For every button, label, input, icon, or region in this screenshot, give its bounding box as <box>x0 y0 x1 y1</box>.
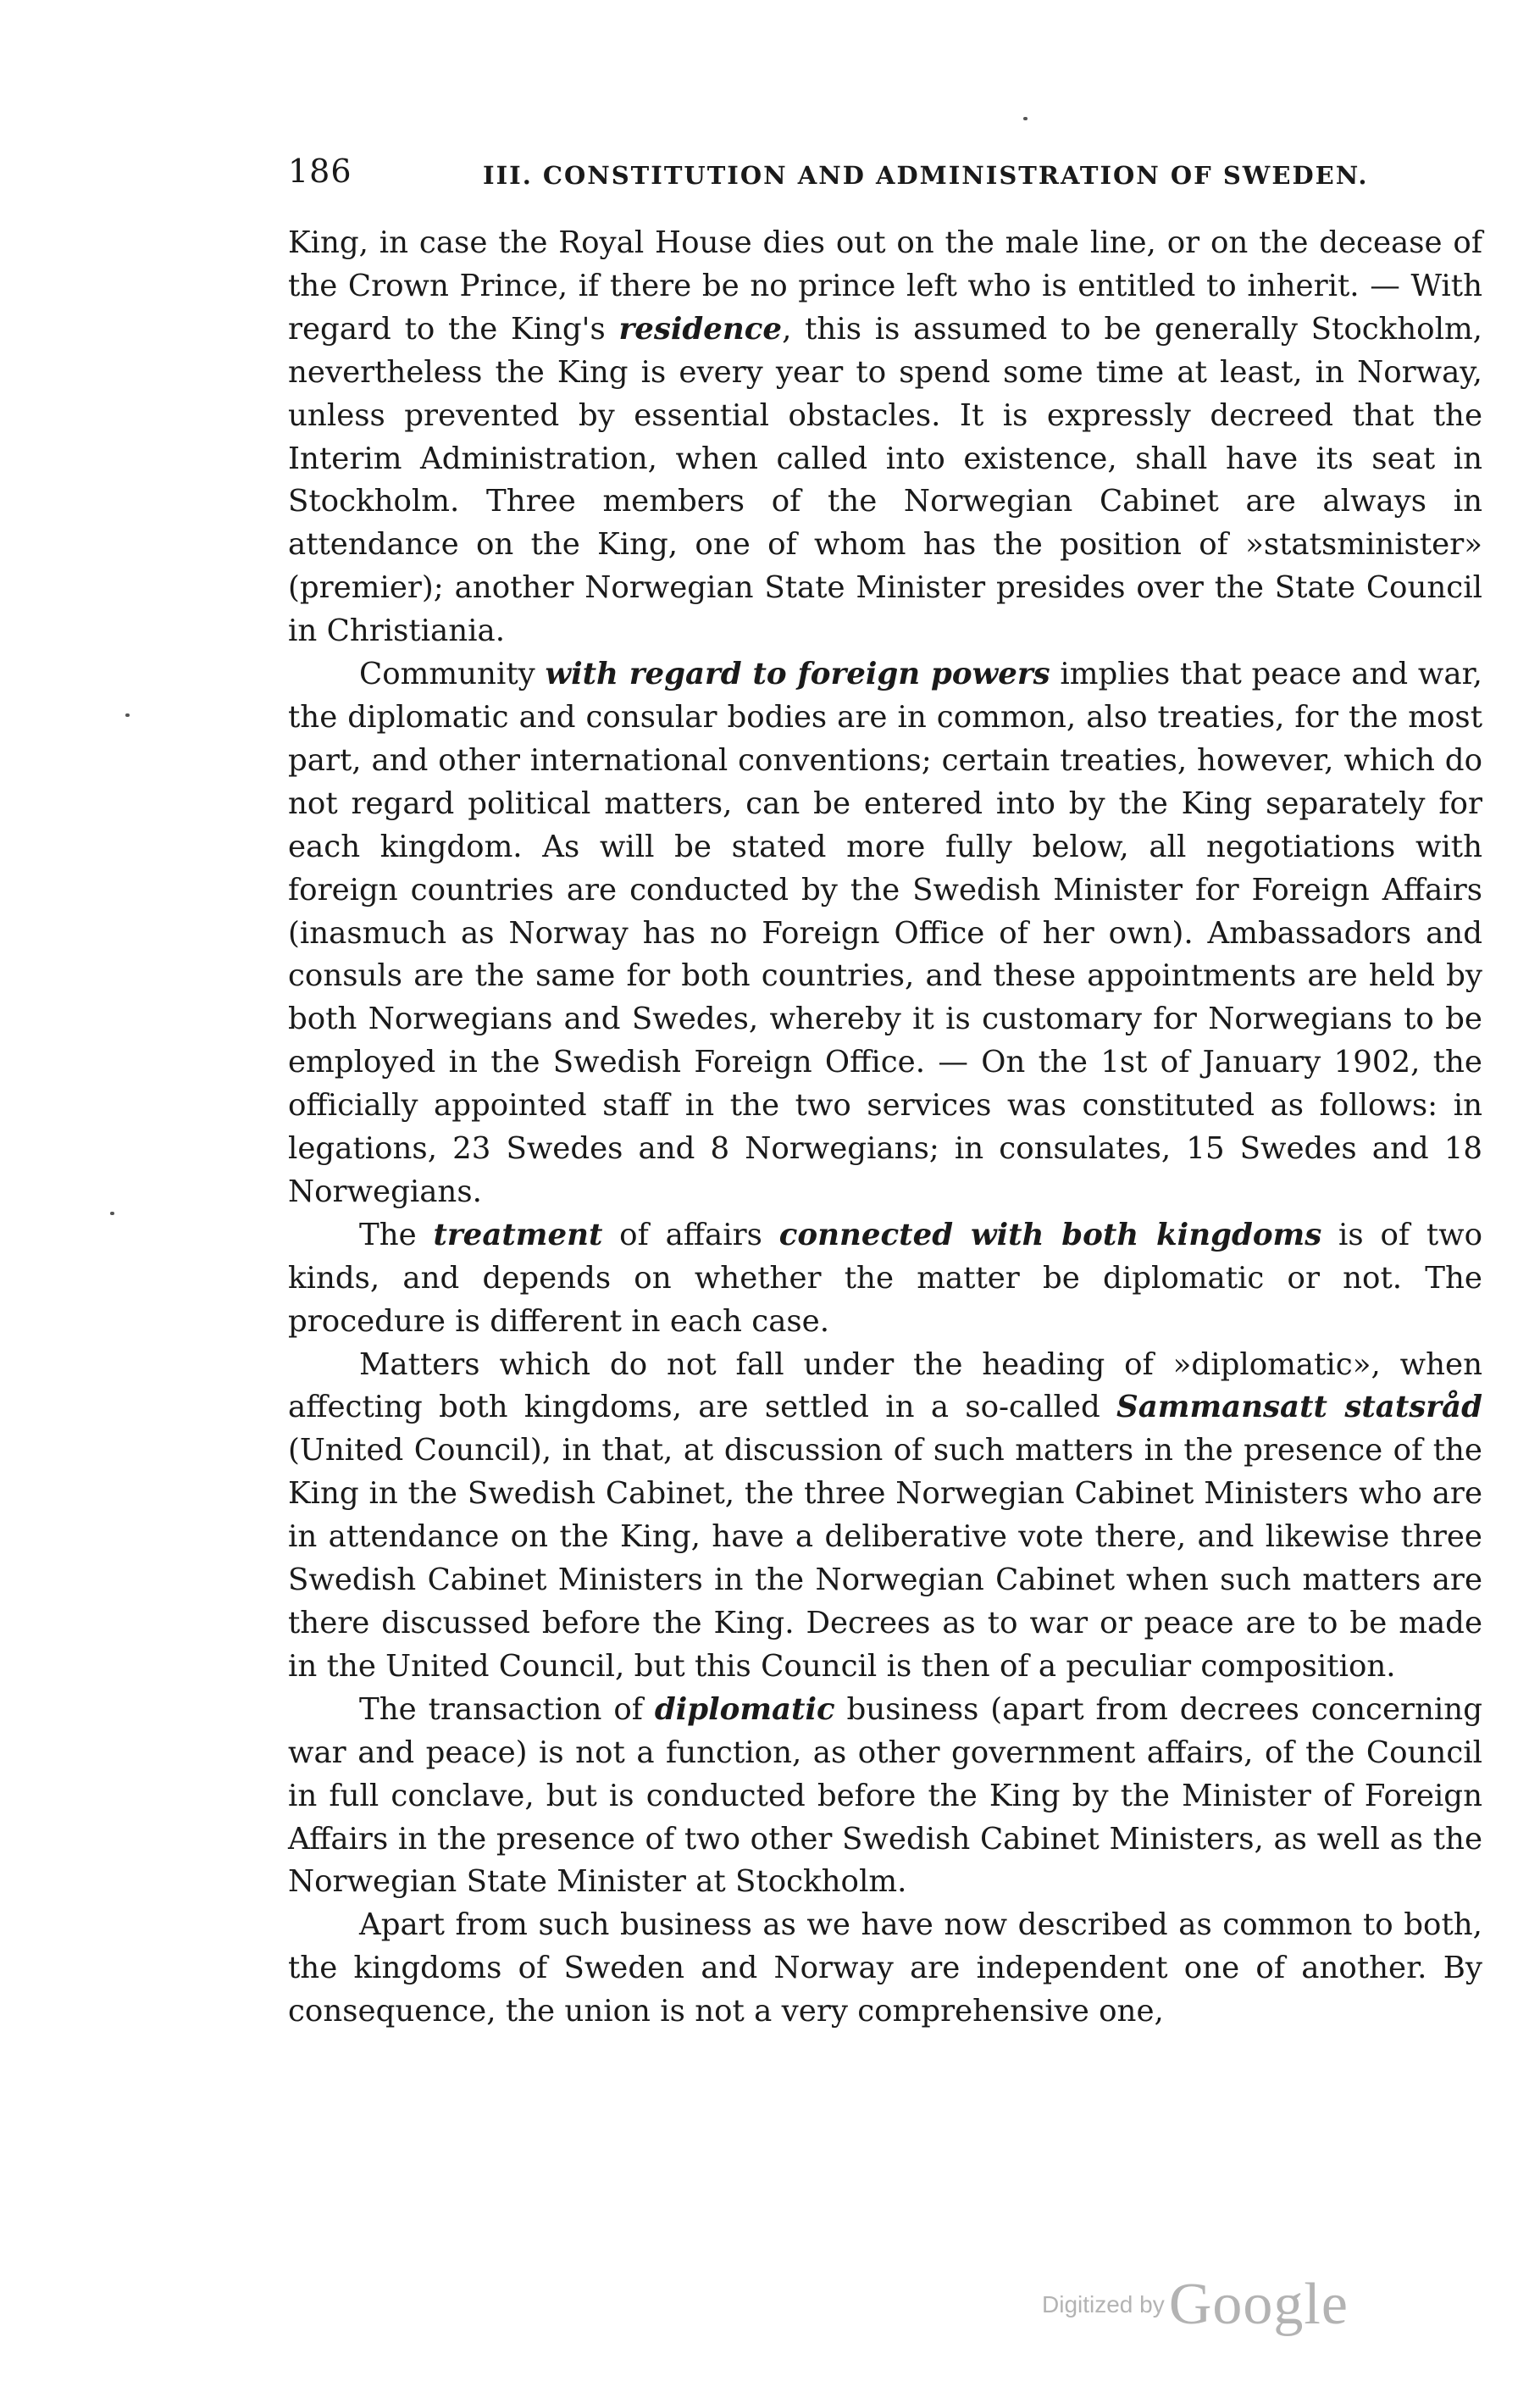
emphasized-text: with regard to foreign powers <box>545 657 1050 692</box>
text-run: business (apart from decrees concerning war and peace) is not a function, as other government affairs, of the Council in full conclave, but is conducted before the King by the Minister of Foreign Affairs in the presence of two other Swedish Cabinet Ministers, as well as the Norwegian State Minister at Stockholm. <box>288 1691 1482 1900</box>
digitized-by-google-watermark <box>1042 2271 1349 2339</box>
page-header <box>288 153 1482 203</box>
paragraph <box>288 653 1482 1214</box>
text-run: (United Council), in that, at discussion of such matters in the presence of the King in the Swedish Cabinet, the three Norwegian Cabinet Ministers who are in attendance on the King, have a deliberative vote there, and likewise three Swedish Cabinet Ministers in the Norwegian Cabinet when such matters are there discussed before the King. Decrees as to war or peace are to be made in the United Council, but this Council is then of a peculiar composition. <box>288 1433 1482 1684</box>
text-run: King, in case the Royal House dies out on the male line, or on the decease of the Crown Prince, if there be no prince left who is entitled to inherit. — With regard to the King's <box>288 225 1482 347</box>
paragraph <box>288 222 1482 653</box>
stray-mark <box>125 713 130 717</box>
text-run: , this is assumed to be generally Stockholm, nevertheless the King is every year to spend some time at least, in Norway, unless prevented by essential obstacles. It is expressly decreed that the Interim Administration, when called into existence, shall have its seat in Stockholm. Three members of the Norwegian Cabinet are always in attendance on the King, one of whom has the position of »statsminister» (premier); another Norwegian State Minister presides over the State Council in Christiania. <box>288 311 1482 649</box>
watermark-prefix: Digitized by <box>1042 2291 1165 2318</box>
text-run: implies that peace and war, the diplomatic and consular bodies are in common, also treaties, for the most part, and other international conventions; certain treaties, however, which do not regard political matters, can be entered into by the King separately for each kingdom. As will be stated more fully below, all negotiations with foreign countries are conducted by the Swedish Minister for Foreign Affairs (inasmuch as Norway has no Foreign Office of her own). Ambassadors and consuls are the same for both countries, and these appointments are held by both Norwegians and Swedes, whereby it is customary for Norwegians to be employed in the Swedish Foreign Office. — On the 1st of January 1902, the officially appointed staff in the two services was constituted as follows: in legations, 23 Swedes and 8 Norwegians; in consulates, 15 Swedes and 18 Norwegians. <box>288 657 1482 1209</box>
emphasized-text: diplomatic <box>654 1691 835 1727</box>
paragraph <box>288 1904 1482 2034</box>
paragraph <box>288 1214 1482 1344</box>
emphasized-text: Sammansatt statsråd <box>1116 1390 1482 1425</box>
emphasized-text: residence <box>618 311 783 347</box>
text-run: of affairs <box>602 1217 779 1252</box>
text-run: Apart from such business as we have now described as common to both, the kingdoms of Sweden and Norway are independent one of another. By consequence, the union is not a very comprehensive one, <box>288 1907 1482 2029</box>
text-run: The transaction of <box>359 1691 655 1727</box>
paragraph <box>288 1689 1482 1905</box>
paragraph <box>288 1344 1482 1689</box>
emphasized-text: treatment <box>433 1217 603 1252</box>
running-head: III. CONSTITUTION AND ADMINISTRATION OF SWEDEN. <box>483 161 1369 190</box>
page-number: 186 <box>288 153 352 190</box>
text-run: Matters which do not fall under the heading of »diplomatic», when affecting both kingdoms, are settled in a so-called <box>288 1346 1482 1425</box>
google-logo: Google <box>1168 2272 1349 2337</box>
text-run: Community <box>359 657 546 692</box>
emphasized-text: connected with both kingdoms <box>778 1217 1322 1252</box>
text-run: is of two kinds, and depends on whether the matter be diplomatic or not. The procedure is different in each case. <box>288 1217 1483 1339</box>
text-run: The <box>359 1217 434 1252</box>
stray-mark <box>1023 117 1028 120</box>
body-text <box>288 222 1482 2034</box>
stray-mark <box>110 1212 114 1215</box>
